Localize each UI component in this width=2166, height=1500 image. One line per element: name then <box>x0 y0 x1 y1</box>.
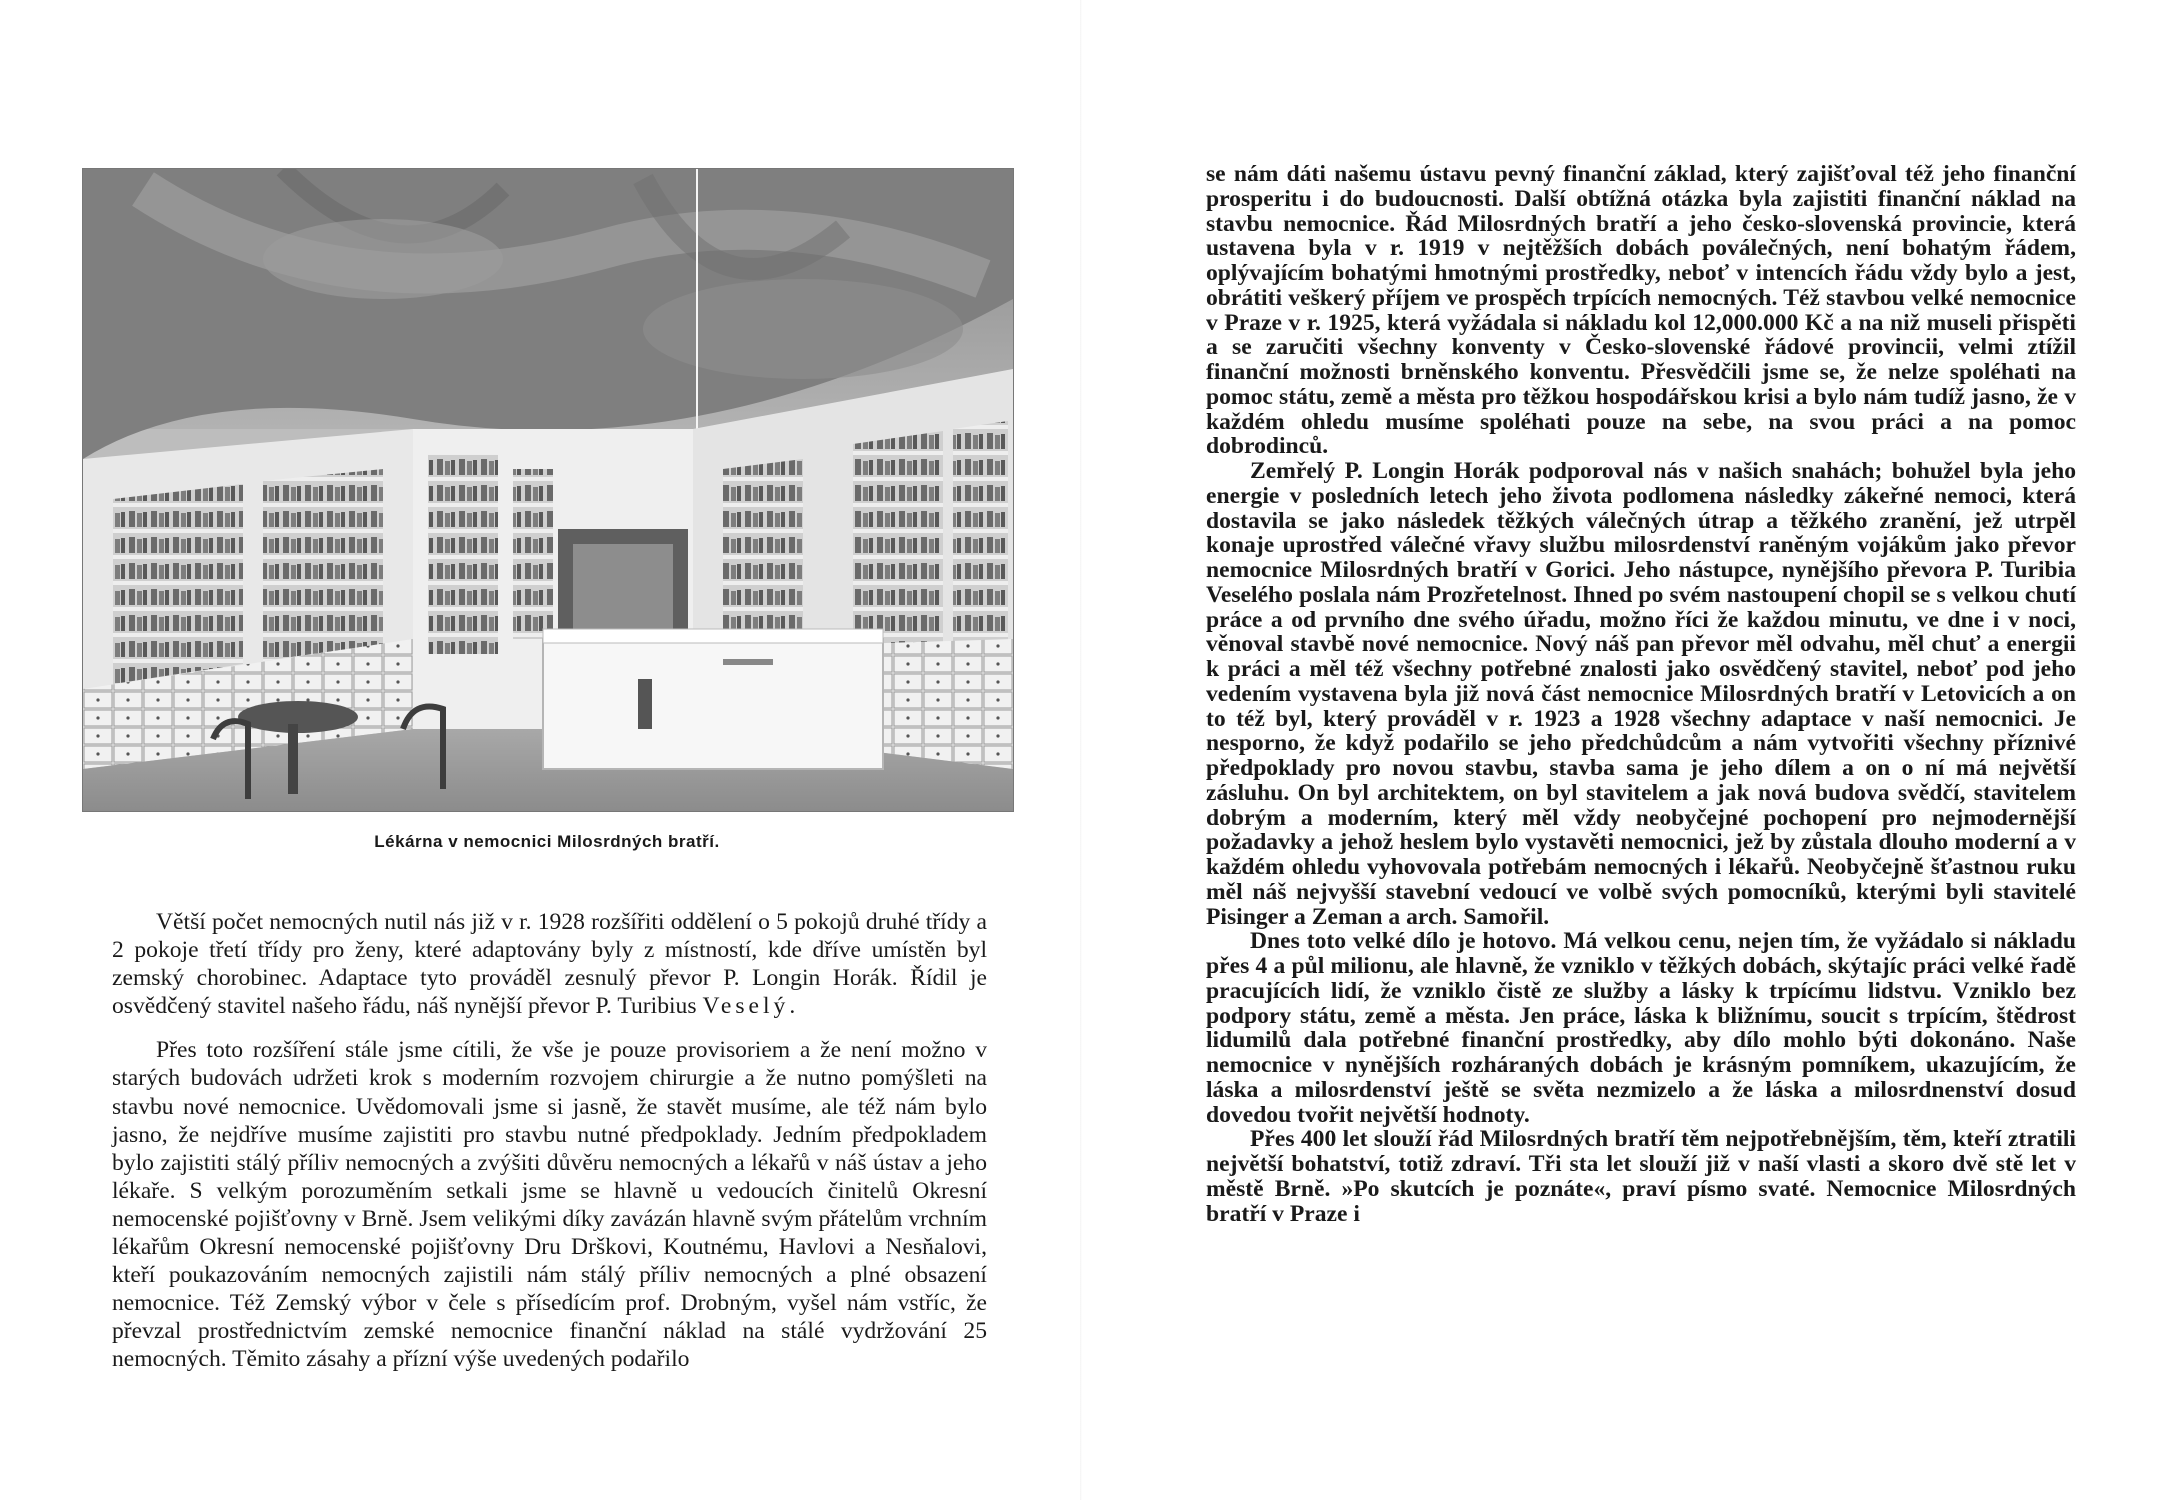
right-column-text <box>1206 162 2076 1226</box>
paragraph: se nám dáti našemu ústavu pevný finanční základ, který zajišťoval též jeho finanční prosperitu i do budoucnosti. Další obtížná otázka byla zajistiti finanční náklad na stavbu nemocnice. Řád Milosrdných bratří a jeho česko-slovenská provincie, která ustavena byla v r. 1919 v nejtěžších dobách poválečných, není bohatým řádem, oplývajícím bohatými hmotnými prostředky, neboť v intencích řádu vždy bylo a jest, obrátiti veškerý příjem ve prospěch trpících nemocných. Též stavbou velké nemocnice v Praze v r. 1925, která vyžádala si nákladu kol 12,000.000 Kč a na niž museli přispěti a se zaručiti všechny konventy v Česko-slovenské řádové provincii, velmi ztížil finanční možnosti brněnského konventu. Přesvědčili jsme se, že nelze spoléhati na pomoc státu, země a města pro těžkou hospodářskou krisi a bylo nám tudíž jasno, že v každém ohledu musíme spoléhati pouze na sebe, na svou práci a na pomoc dobrodinců. <box>1206 161 2076 460</box>
paragraph-tail: . <box>789 993 796 1020</box>
left-column-text <box>112 908 987 1374</box>
paragraph: Přes 400 let slouží řád Milosrdných bratří těm nejpotřebnějším, těm, kteří ztratili největší bohatství, totiž zdraví. Tři sta let slouží již v naší vlasti a skoro dvě stě let v městě Brně. »Po skutcích je poznáte«, praví písmo svaté. Nemocnice Milosrdných bratří v Praze i <box>1206 1126 2076 1227</box>
paragraph-text: Větší počet nemocných nutil nás již v r. 1928 rozšířiti oddělení o 5 pokojů druhé třídy a 2 pokoje třetí třídy pro ženy, které adaptovány byly z místností, kde dříve umístěn byl zemský chorobinec. Adaptace tyto prováděl zesnulý převor P. Longin Horák. Řídil je osvědčený stavitel našeho řádu, náš nynější převor P. Turibius <box>112 909 987 1020</box>
photo-caption: Lékárna v nemocnici Milosrdných bratří. <box>374 832 720 851</box>
pharmacy-illustration <box>83 169 1013 811</box>
paragraph: Dnes toto velké dílo je hotovo. Má velkou cenu, nejen tím, že vyžádalo si nákladu přes 4 a půl milionu, ale hlavně, že vzniklo v těžkých dobách, skýtajíc práci velké řadě pracujících lidí, že vzniklo čistě ze služby a lásky k trpícímu lidstvu. Vzniklo bez podpory státu, země a města. Jen práce, láska k bližnímu, soucit s trpícím, štědrost lidumilů dala potřebné finanční prostředky, aby dílo mohlo býti dokonáno. Naše nemocnice v nynějších rozháraných dobách je krásným pomníkem, ukazujícím, že láska a milosrdenství ještě se světa nezmizelo a že láska a milosrdnenství dosud dovedou tvořit největší hodnoty. <box>1206 928 2076 1128</box>
pharmacy-photo <box>82 168 1014 812</box>
spaced-name: Veselý <box>702 993 790 1020</box>
paragraph <box>112 908 987 1020</box>
paragraph: Přes toto rozšíření stále jsme cítili, že vše je pouze provisoriem a že není možno v starých budovách udržeti krok s moderním rozvojem chirurgie a že nutno pomýšleti na stavbu nové nemocnice. Uvědomovali jsme si jasně, že stavět musíme, ale též nám bylo jasno, že nejdříve musíme zajistiti pro stavbu nutné předpoklady. Jedním předpokladem bylo zajistiti stálý příliv nemocných a zvýšiti důvěru nemocných a lékařů v náš ústav a jeho lékaře. S velkým porozuměním setkali jsme se hlavně u vedoucích činitelů Okresní nemocenské pojišťovny v Brně. Jsem velikými díky zavázán hlavně svým přátelům vrchním lékařům Okresní nemocenské pojišťovny Dru Drškovi, Koutnému, Havlovi a Nesňalovi, kteří poukazováním nemocných zajistili nám stálý příliv nemocných a plné obsazení nemocnice. Též Zemský výbor v čele s přísedícím prof. Drobným, vyšel nám vstříc, že převzal prostřednictvím zemské nemocnice finanční náklad na stálé vydržování 25 nemocných. Těmito zásahy a přízní výše uvedených podařilo <box>112 1037 987 1373</box>
paragraph: Zemřelý P. Longin Horák podporoval nás v našich snahách; bohužel byla jeho energie v posledních letech jeho života podlomena následky zákeřné nemoci, která dostavila se jako následek těžkých válečných útrap a těžkého zranění, jež utrpěl konaje uprostřed válečné vřavy službu milosrdenství raněným vojákům jako převor nemocnice Milosrdných bratří v Gorici. Jeho nástupce, nynějšího převora P. Turibia Veselého poslala nám Prozřetelnost. Ihned po svém nastoupení chopil se s velkou chutí práce a od prvního dne svého úřadu, možno říci že každou minutu, ve dne i v noci, věnoval stavbě nové nemocnice. Nový náš pan převor měl odvahu, měl chuť a energii k práci a měl též všechny potřebné znalosti jako osvědčený stavitel, neboť pod jeho vedením vystavena byla již nová část nemocnice Milosrdných bratří v Letovicích a on to též byl, který prováděl v r. 1923 a 1928 všechny adaptace v naší nemocnici. Je nesporno, že když podařilo se jeho předchůdcům a nám vytvořiti všechny příznivé předpoklady pro novou stavbu, stavba sama je jeho dílem a on o ní má největší zásluhu. On byl architektem, on byl stavitelem a jak nová budova svědčí, stavitelem dobrým a moderním, který měl vždy neobyčejné pochopení pro nejmodernější požadavky a jehož heslem bylo vystavěti nemocnici, jež by zůstala dlouho moderní a v každém ohledu vyhovovala potřebám nemocných i lékařů. Neobyčejně šťastnou ruku měl náš nejvyšší stavební vedoucí ve volbě svých pomocníků, kterými byli stavitelé Pisinger a Zeman a arch. Samořil. <box>1206 458 2076 930</box>
